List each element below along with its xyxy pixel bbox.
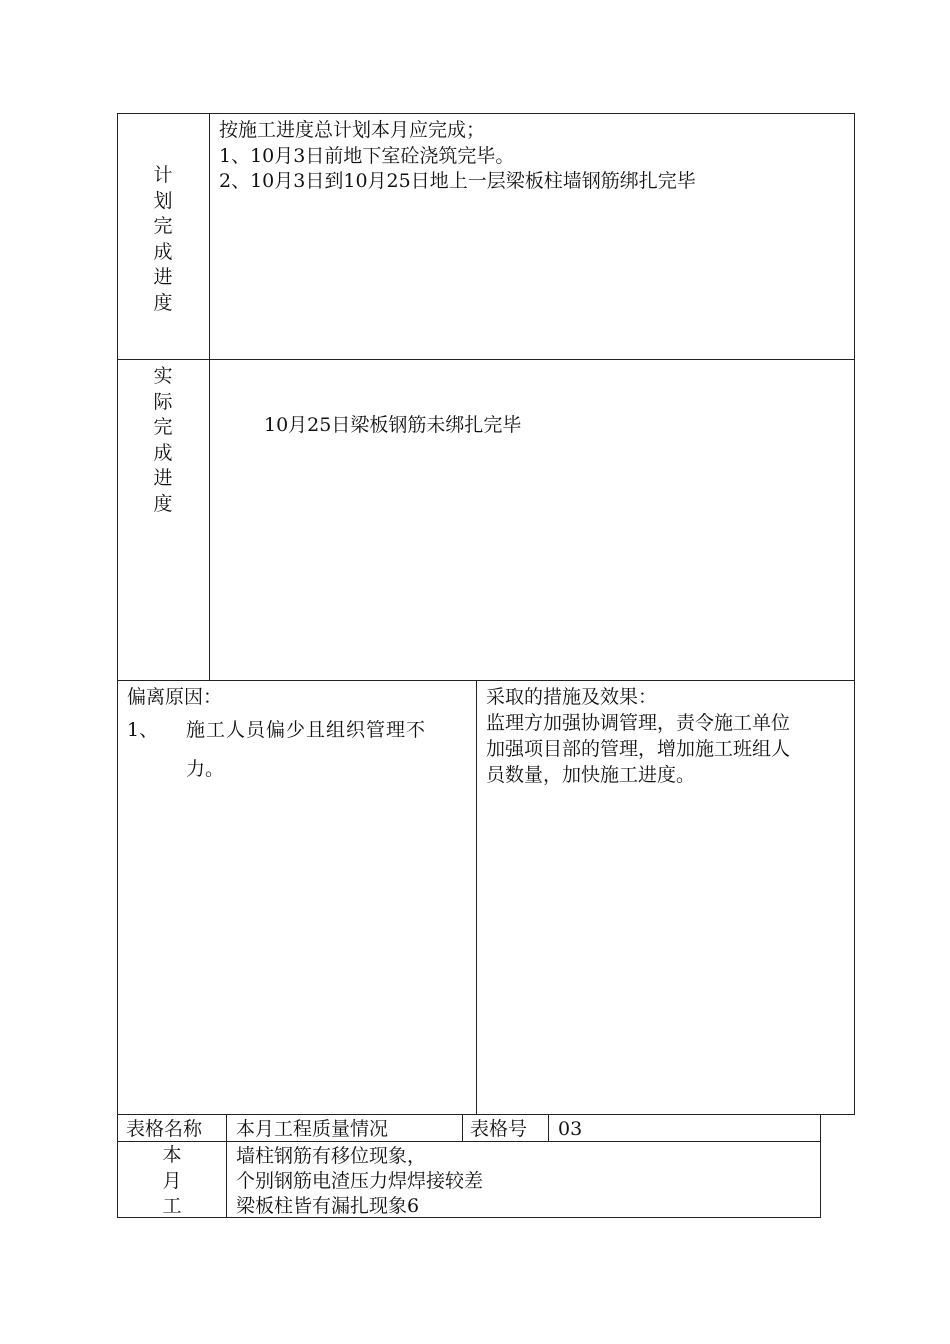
table2-col-divider-1: [226, 1114, 227, 1218]
plan-line-3: 2、10月3日到10月25日地上一层梁板柱墙钢筋绑扎完毕: [219, 170, 696, 192]
plan-label-char: 进: [153, 266, 173, 288]
table2-header-divider: [117, 1141, 821, 1142]
quality-line-2: 个别钢筋电渣压力焊焊接较差: [236, 1170, 484, 1192]
quality-side-char: 月: [162, 1169, 182, 1192]
plan-label-char: 度: [153, 291, 173, 314]
form-name-label: 表格名称: [126, 1118, 203, 1140]
actual-label-char: 实: [153, 365, 173, 387]
table2-col-divider-2: [462, 1114, 463, 1142]
table2-top-border: [117, 1114, 821, 1115]
table1-top-border: [117, 113, 855, 114]
table2-bottom-border: [117, 1217, 821, 1218]
quality-line-3: 梁板柱皆有漏扎现象6: [236, 1195, 420, 1217]
quality-side-label: [157, 1143, 187, 1220]
deviation-item-line-1: 施工人员偏少且组织管理不: [186, 719, 427, 741]
measures-line-3: 员数量，加快施工进度。: [486, 764, 696, 786]
measures-line-1: 监理方加强协调管理，责令施工单位: [486, 712, 791, 734]
quality-side-char: 工: [162, 1195, 182, 1217]
plan-label-char: 划: [153, 189, 173, 212]
actual-label-char: 完: [153, 416, 173, 438]
table1-row-divider-1: [117, 359, 855, 360]
plan-label-char: 计: [153, 164, 173, 186]
measures-title: 采取的措施及效果：: [486, 686, 658, 708]
measures-line-2: 加强项目部的管理，增加施工班组人: [486, 738, 791, 760]
plan-label: [148, 163, 178, 316]
actual-label-char: 成: [153, 441, 173, 464]
table1-left-border: [117, 113, 118, 1115]
table1-right-border: [854, 113, 855, 1115]
plan-line-2: 1、10月3日前地下室砼浇筑完毕。: [219, 145, 515, 167]
quality-side-char: 本: [162, 1144, 182, 1166]
table1-lower-split: [476, 680, 477, 1115]
plan-label-char: 成: [153, 240, 173, 263]
table2-right-border: [820, 1114, 821, 1218]
table2-left-border: [117, 1114, 118, 1218]
table2-col-divider-3: [548, 1114, 549, 1142]
plan-line-1: 按施工进度总计划本月应完成；: [219, 119, 486, 141]
actual-progress-text: 10月25日梁板钢筋未绑扎完毕: [264, 414, 522, 436]
form-number-value: 03: [558, 1118, 583, 1140]
form-number-label: 表格号: [470, 1118, 528, 1140]
actual-label-char: 度: [153, 492, 173, 515]
table1-row-divider-2: [117, 680, 855, 681]
deviation-title: 偏离原因：: [127, 686, 223, 708]
plan-label-char: 完: [153, 215, 173, 237]
actual-label: [148, 364, 178, 517]
form-name-value: 本月工程质量情况: [236, 1118, 389, 1140]
deviation-item-line-2: 力。: [186, 758, 225, 780]
quality-line-1: 墙柱钢筋有移位现象，: [236, 1145, 427, 1167]
actual-label-char: 际: [153, 390, 173, 413]
table1-inner-vertical: [209, 113, 210, 680]
actual-label-char: 进: [153, 467, 173, 489]
deviation-item-number: 1、: [127, 719, 159, 741]
